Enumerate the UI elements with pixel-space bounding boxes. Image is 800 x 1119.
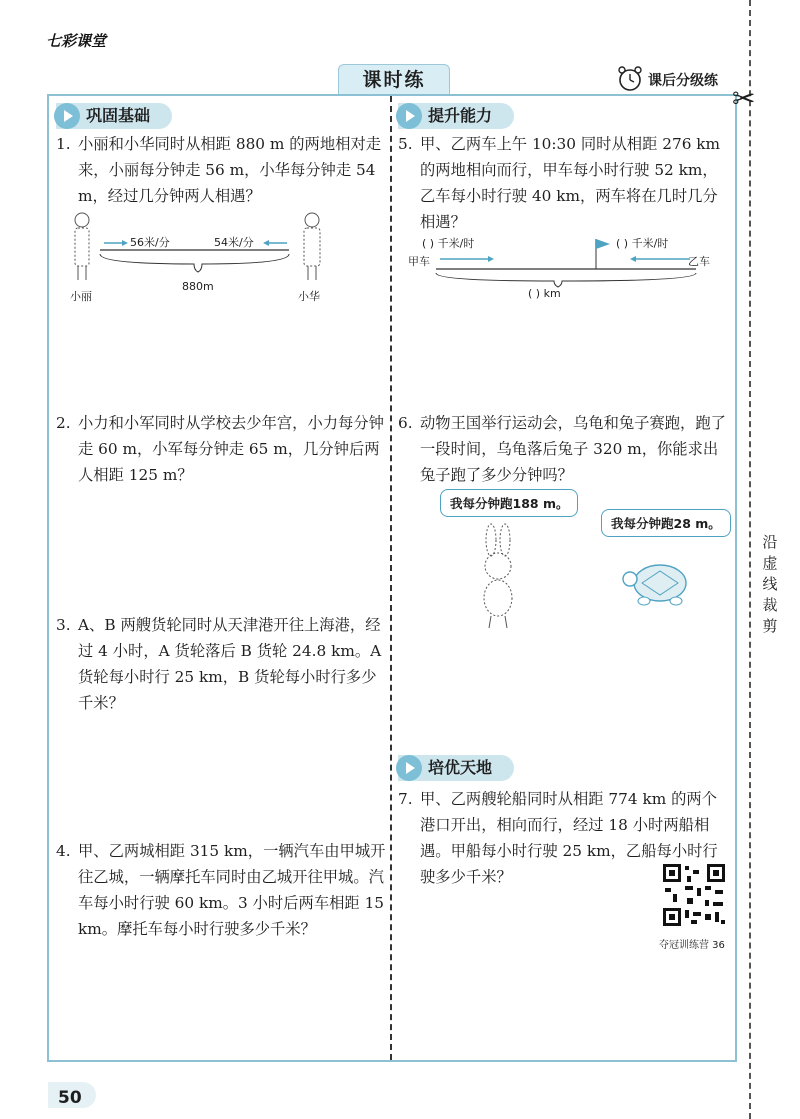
cut-label: 沿虚线裁剪 bbox=[762, 533, 778, 635]
girl-figure-icon bbox=[75, 213, 89, 280]
column-divider bbox=[390, 96, 392, 1060]
section-improve-header bbox=[398, 103, 514, 129]
question-5 bbox=[398, 131, 732, 235]
car-b-speed-label: ( ) 千米/时 bbox=[616, 237, 669, 250]
question-number: 7. bbox=[398, 790, 413, 808]
question-text: 小力和小军同时从学校去少年宫，小力每分钟走 60 m，小军每分钟走 65 m，几分钟后两人相距 125 m？ bbox=[78, 414, 384, 484]
girl-name-label: 小丽 bbox=[70, 290, 92, 303]
boy-figure-icon bbox=[304, 213, 320, 280]
question-3 bbox=[56, 612, 386, 716]
question-number: 1. bbox=[56, 135, 71, 153]
rabbit-icon bbox=[465, 522, 535, 632]
turtle-icon bbox=[620, 555, 700, 610]
page-number: 50 bbox=[58, 1088, 82, 1108]
question-1 bbox=[56, 131, 386, 209]
left-speed-label: 56米/分 bbox=[130, 236, 170, 249]
question-text: A、B 两艘货轮同时从天津港开往上海港，经过 4 小时，A 货轮落后 B 货轮 24.8 km。A 货轮每小时行 25 km，B 货轮每小时行多少千米？ bbox=[78, 616, 382, 712]
question-number: 5. bbox=[398, 135, 413, 153]
question-text: 甲、乙两艘轮船同时从相距 774 km 的两个港口开出，相向而行，经过 18 小时两船相遇。甲船每小时行驶 25 km，乙船每小时行驶多少千米？ bbox=[420, 790, 718, 886]
rabbit-speech-bubble: 我每分钟跑188 m。 bbox=[440, 489, 578, 517]
total-distance-label: ( ) km bbox=[528, 287, 561, 300]
boy-name-label: 小华 bbox=[298, 290, 320, 303]
two-cars-diagram bbox=[404, 233, 732, 303]
turtle-speech-bubble: 我每分钟跑28 m。 bbox=[601, 509, 731, 537]
right-speed-label: 54米/分 bbox=[214, 236, 254, 249]
section-basic-header bbox=[56, 103, 172, 129]
level-label: 课后分级练 bbox=[648, 73, 718, 89]
brand-logo: 七彩课堂 bbox=[46, 32, 107, 50]
play-icon bbox=[54, 103, 80, 129]
scissors-icon: ✂ bbox=[732, 82, 756, 115]
qr-code-icon[interactable] bbox=[661, 862, 727, 928]
question-text: 小丽和小华同时从相距 880 m 的两地相对走来，小丽每分钟走 56 m，小华每分钟走 54 m，经过几分钟两人相遇？ bbox=[78, 135, 382, 205]
question-2 bbox=[56, 410, 386, 488]
question-number: 2. bbox=[56, 414, 71, 432]
page-title: 课时练 bbox=[338, 64, 450, 95]
car-a-name-label: 甲车 bbox=[408, 255, 430, 268]
play-icon bbox=[396, 103, 422, 129]
alarm-clock-icon bbox=[616, 66, 644, 92]
meeting-diagram bbox=[64, 208, 364, 308]
section-improve-label: 提升能力 bbox=[428, 106, 493, 125]
cut-line bbox=[749, 0, 751, 1119]
car-a-speed-label: ( ) 千米/时 bbox=[422, 237, 475, 250]
question-6 bbox=[398, 410, 732, 488]
question-number: 6. bbox=[398, 414, 413, 432]
flag-icon bbox=[596, 239, 610, 269]
question-text: 甲、乙两城相距 315 km，一辆汽车由甲城开往乙城，一辆摩托车同时由乙城开往甲城。汽车每小时行驶 60 km。3 小时后两车相距 15 km。摩托车每小时行驶多少千米？ bbox=[78, 842, 386, 938]
play-icon bbox=[396, 755, 422, 781]
section-excellent-label: 培优天地 bbox=[428, 758, 493, 777]
question-4 bbox=[56, 838, 386, 942]
section-excellent-header bbox=[398, 755, 514, 781]
question-number: 4. bbox=[56, 842, 71, 860]
car-b-name-label: 乙车 bbox=[688, 255, 710, 268]
question-text: 动物王国举行运动会，乌龟和兔子赛跑，跑了一段时间，乌龟落后兔子 320 m，你能求出兔子跑了多少分钟吗？ bbox=[420, 414, 726, 484]
distance-label: 880m bbox=[182, 280, 214, 293]
section-basic-label: 巩固基础 bbox=[86, 106, 151, 125]
qr-caption: 夺冠训练营 36 bbox=[659, 940, 725, 951]
question-number: 3. bbox=[56, 616, 71, 634]
question-text: 甲、乙两车上午 10:30 同时从相距 276 km 的两地相向而行，甲车每小时行驶 52 km，乙车每小时行驶 40 km，两车将在几时几分相遇？ bbox=[420, 135, 721, 231]
